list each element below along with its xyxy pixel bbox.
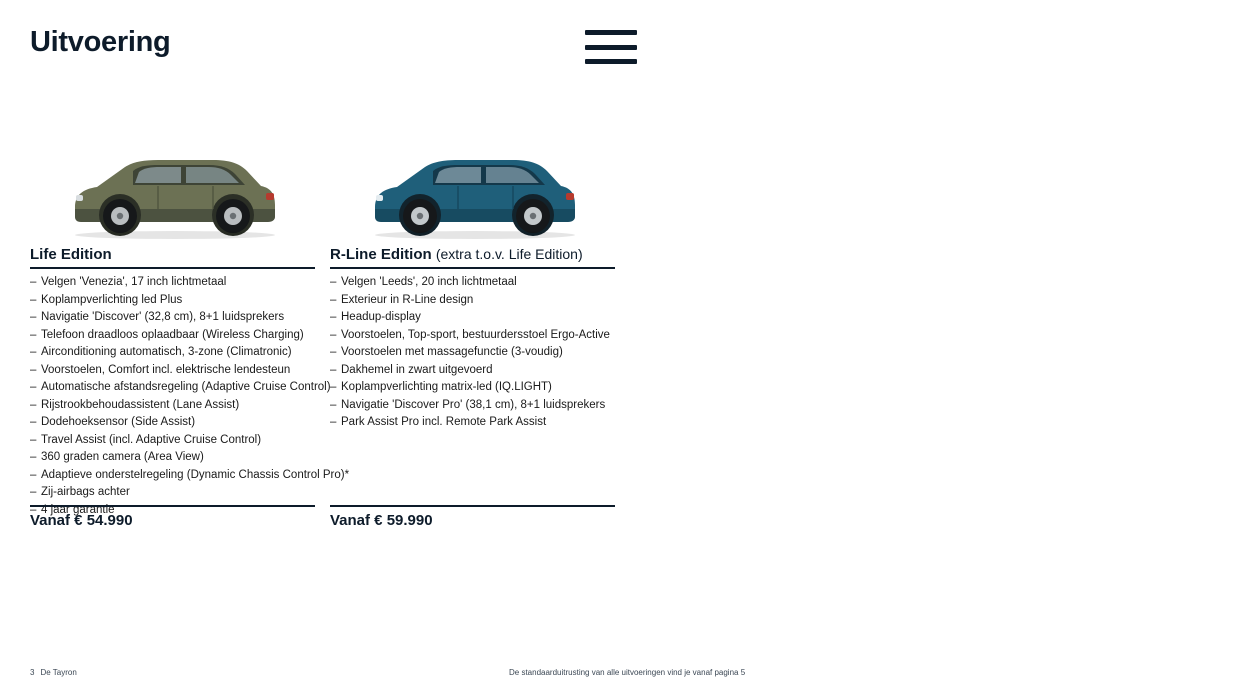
list-item: – Airconditioning automatisch, 3-zone (Climatronic)	[30, 344, 315, 362]
footer-page-number: 3	[30, 668, 35, 677]
list-item: – Velgen 'Leeds', 20 inch lichtmetaal	[330, 274, 615, 292]
list-item: – Navigatie 'Discover Pro' (38,1 cm), 8+1 luidsprekers	[330, 397, 615, 415]
list-item: – 4 jaar garantie	[30, 502, 315, 520]
menu-bar-3	[585, 59, 637, 64]
edition-title-life	[30, 246, 315, 269]
footer-note: De standaarduitrusting van alle uitvoeringen vind je vanaf pagina 5	[509, 668, 746, 677]
edition-column-life	[30, 120, 350, 529]
list-item: – 360 graden camera (Area View)	[30, 449, 315, 467]
list-item: – Telefoon draadloos oplaadbaar (Wireless Charging)	[30, 327, 315, 345]
feature-list-rline	[330, 274, 615, 432]
price-life: Vanaf € 54.990	[30, 505, 315, 529]
hamburger-menu-icon[interactable]	[585, 30, 637, 64]
car-image-rline	[330, 120, 615, 240]
list-item: – Exterieur in R-Line design	[330, 292, 615, 310]
menu-bar-1	[585, 30, 637, 35]
editions-container	[30, 120, 1220, 529]
price-rline: Vanaf € 59.990	[330, 505, 615, 529]
list-item: – Headup-display	[330, 309, 615, 327]
list-item: – Koplampverlichting led Plus	[30, 292, 315, 310]
list-item: – Koplampverlichting matrix-led (IQ.LIGHT)	[330, 379, 615, 397]
footer-model: De Tayron	[40, 668, 77, 677]
list-item: – Park Assist Pro incl. Remote Park Assist	[330, 414, 615, 432]
list-item: – Dodehoeksensor (Side Assist)	[30, 414, 315, 432]
footer-left	[30, 668, 77, 677]
list-item: – Voorstoelen, Top-sport, bestuurdersstoel Ergo-Active	[330, 327, 615, 345]
edition-name: R-Line Edition	[330, 246, 432, 263]
list-item: – Zij-airbags achter	[30, 484, 315, 502]
list-item: – Voorstoelen met massagefunctie (3-voudig)	[330, 344, 615, 362]
edition-name: Life Edition	[30, 246, 112, 263]
list-item: – Navigatie 'Discover' (32,8 cm), 8+1 luidsprekers	[30, 309, 315, 327]
edition-title-rline	[330, 246, 615, 269]
page-title: Uitvoering	[30, 26, 171, 58]
blue-suv-side-view-icon	[363, 145, 583, 240]
edition-column-rline	[330, 120, 615, 529]
list-item: – Rijstrookbehoudassistent (Lane Assist)	[30, 397, 315, 415]
list-item: – Velgen 'Venezia', 17 inch lichtmetaal	[30, 274, 315, 292]
feature-list-life	[30, 274, 350, 519]
menu-bar-2	[585, 45, 637, 50]
list-item: – Travel Assist (incl. Adaptive Cruise Control)	[30, 432, 315, 450]
list-item: – Adaptieve onderstelregeling (Dynamic Chassis Control Pro)*	[30, 467, 315, 485]
green-suv-side-view-icon	[63, 145, 283, 240]
page-footer	[0, 668, 1247, 682]
edition-subtitle: (extra t.o.v. Life Edition)	[435, 246, 583, 262]
list-item: – Automatische afstandsregeling (Adaptive Cruise Control)	[30, 379, 315, 397]
car-image-life	[30, 120, 315, 240]
list-item: – Dakhemel in zwart uitgevoerd	[330, 362, 615, 380]
list-item: – Voorstoelen, Comfort incl. elektrische lendesteun	[30, 362, 315, 380]
